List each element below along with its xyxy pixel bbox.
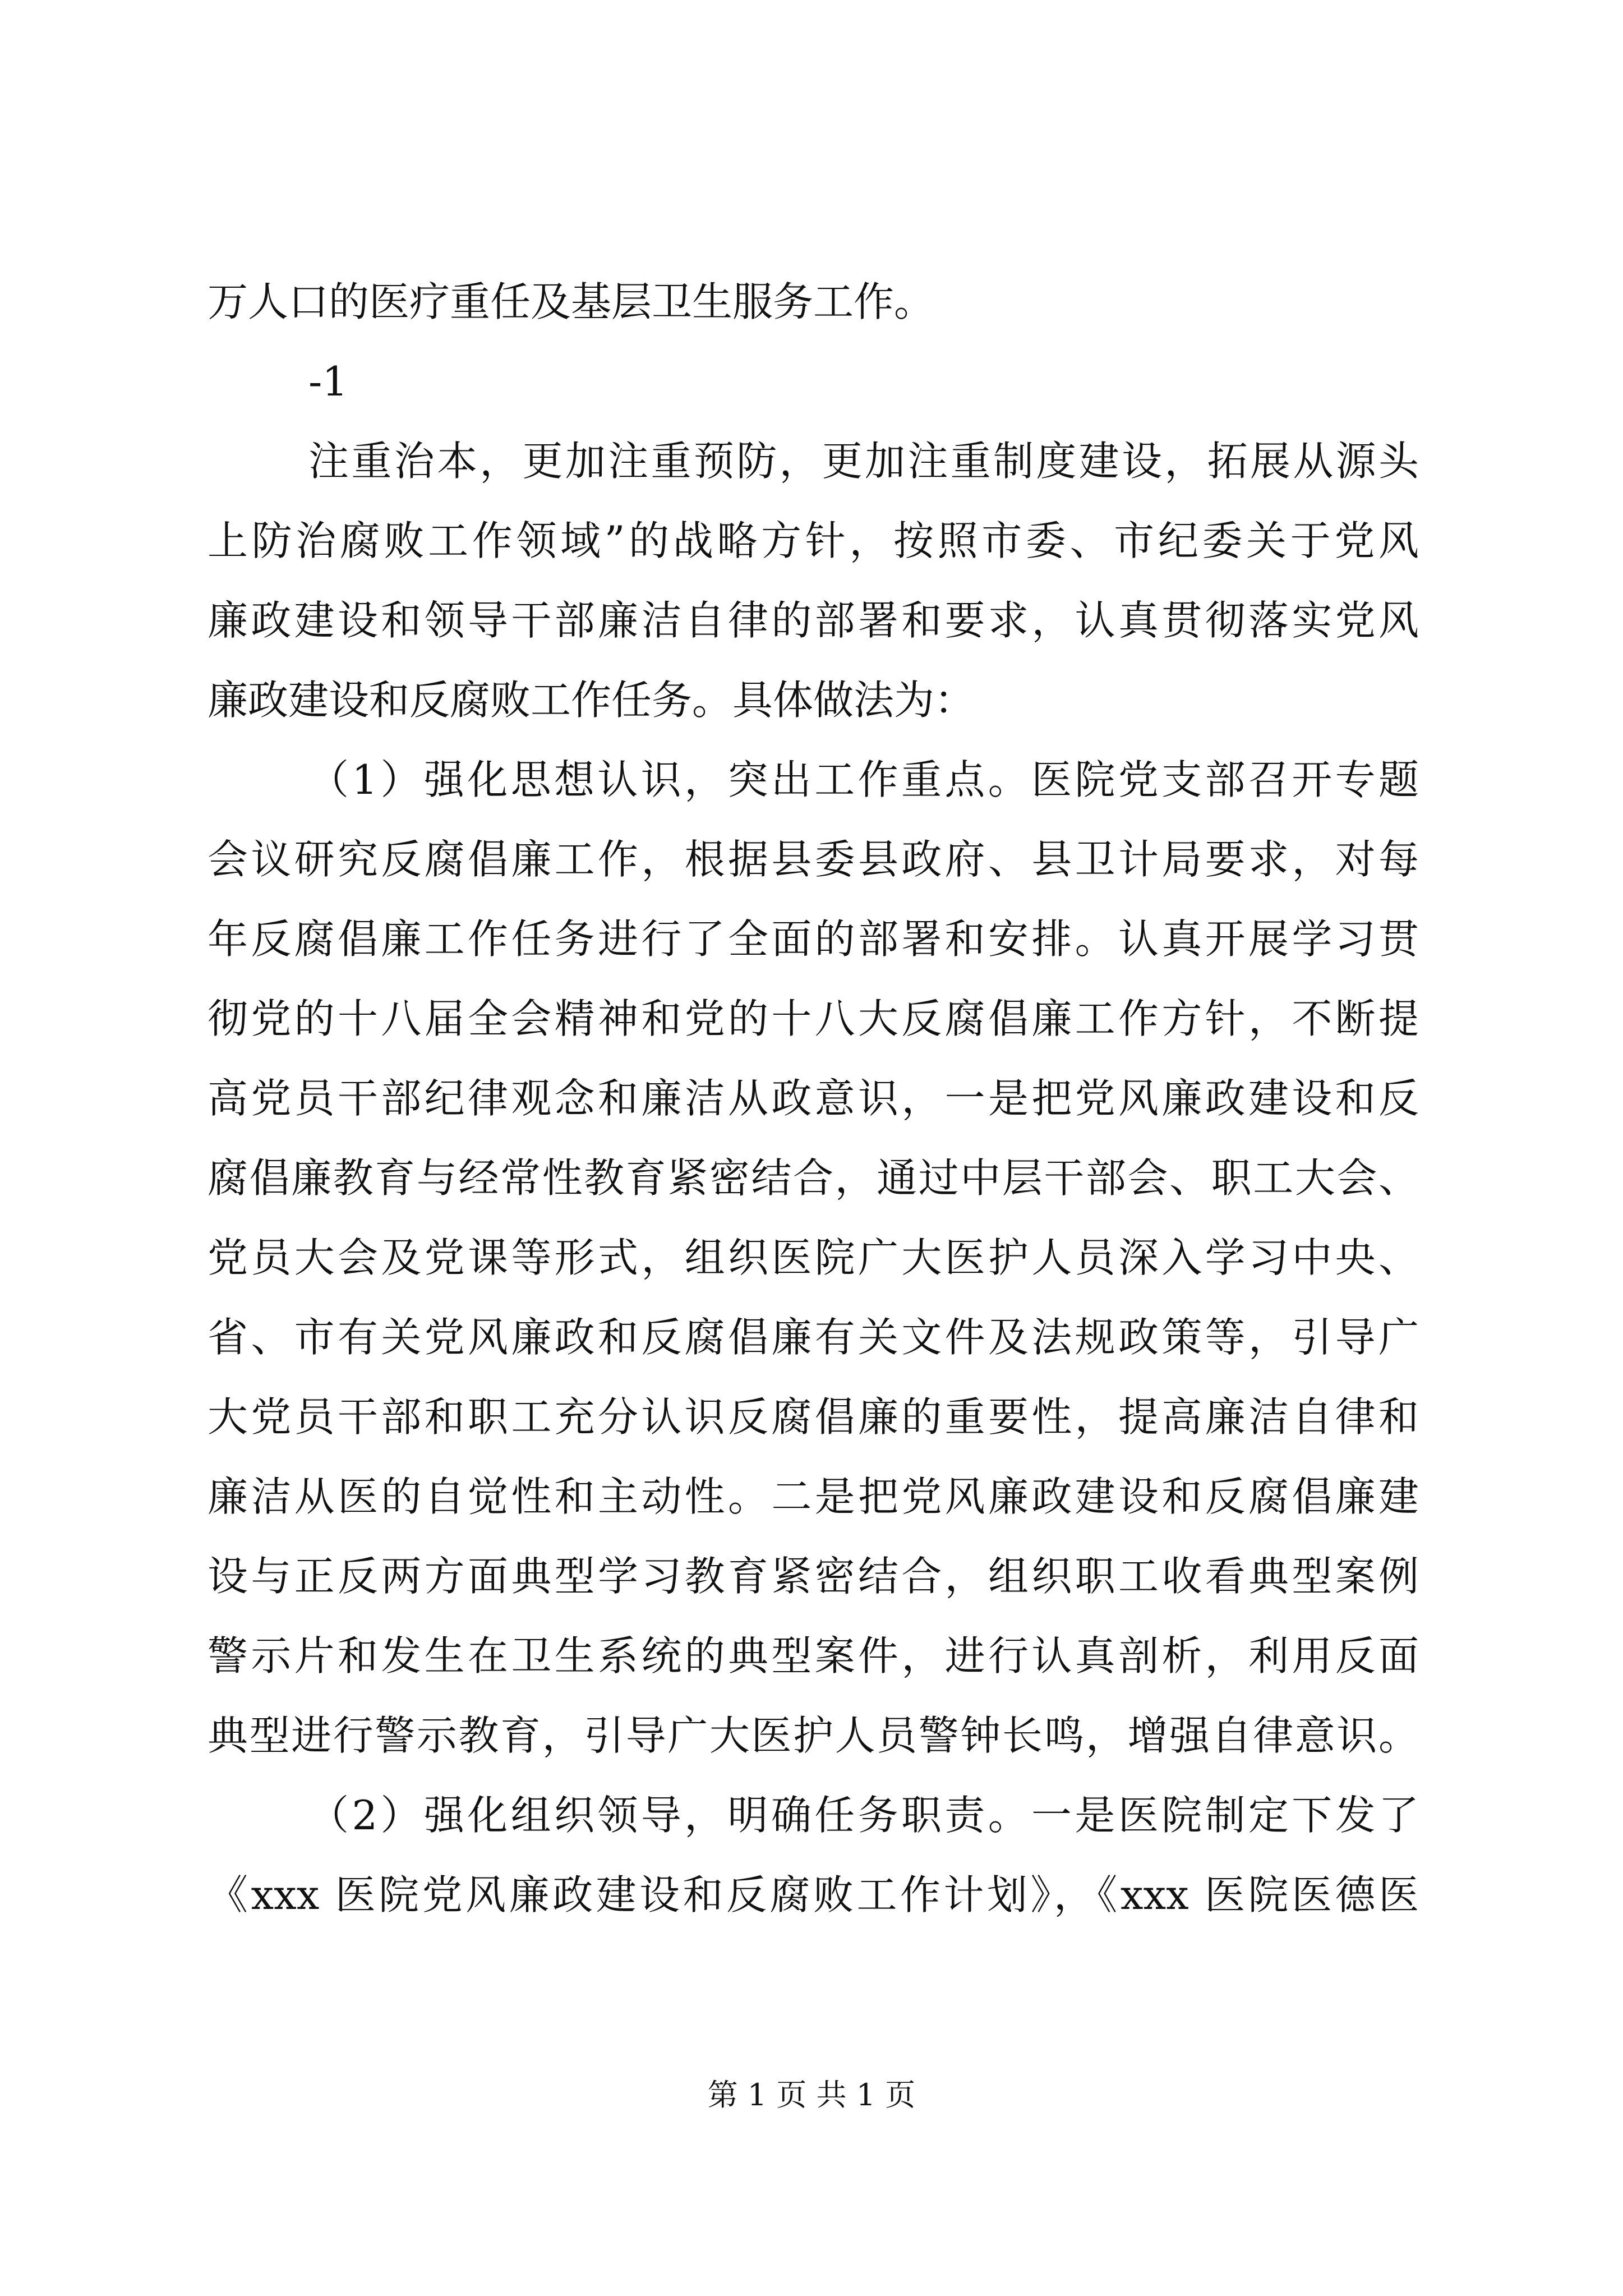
body-line-5: 廉政建设和领导干部廉洁自律的部署和要求，认真贯彻落实党风 [208,597,1419,644]
page-number-footer: 第 1 页 共 1 页 [707,2077,916,2113]
body-line-19: 典型进行警示教育，引导广大医护人员警钟长鸣，增强自律意识。 [208,1712,1419,1759]
body-line-18: 警示片和发生在卫生系统的典型案件，进行认真剖析，利用反面 [208,1632,1419,1680]
body-line-15: 大党员干部和职工充分认识反腐倡廉的重要性，提高廉洁自律和 [208,1393,1419,1441]
body-line-8: 会议研究反腐倡廉工作，根据县委县政府、县卫计局要求，对每 [208,836,1419,883]
body-line-17: 设与正反两方面典型学习教育紧密结合，组织职工收看典型案例 [208,1553,1419,1600]
body-line-21: 《xxx 医院党风廉政建设和反腐败工作计划》，《xxx 医院医德医 [208,1871,1419,1918]
body-line-10: 彻党的十八届全会精神和党的十八大反腐倡廉工作方针，不断提 [208,995,1419,1042]
page-marker: -1 [308,358,348,405]
body-line-11: 高党员干部纪律观念和廉洁从政意识，一是把党风廉政建设和反 [208,1075,1419,1122]
body-line-1: 万人口的医疗重任及基层卫生服务工作。 [208,278,935,325]
body-line-4: 上防治腐败工作领域”的战略方针，按照市委、市纪委关于党风 [208,517,1419,564]
body-line-7: （1）强化思想认识，突出工作重点。医院党支部召开专题 [308,756,1419,803]
body-line-6: 廉政建设和反腐败工作任务。具体做法为： [208,677,975,724]
body-line-14: 省、市有关党风廉政和反腐倡廉有关文件及法规政策等，引导广 [208,1314,1419,1361]
body-line-13: 党员大会及党课等形式，组织医院广大医护人员深入学习中央、 [208,1234,1419,1281]
body-line-16: 廉洁从医的自觉性和主动性。二是把党风廉政建设和反腐倡廉建 [208,1473,1419,1520]
body-line-20: （2）强化组织领导，明确任务职责。一是医院制定下发了 [308,1792,1419,1839]
body-line-12: 腐倡廉教育与经常性教育紧密结合，通过中层干部会、职工大会、 [208,1154,1419,1202]
body-line-3: 注重治本，更加注重预防，更加注重制度建设，拓展从源头 [308,438,1419,485]
body-line-9: 年反腐倡廉工作任务进行了全面的部署和安排。认真开展学习贯 [208,915,1419,963]
